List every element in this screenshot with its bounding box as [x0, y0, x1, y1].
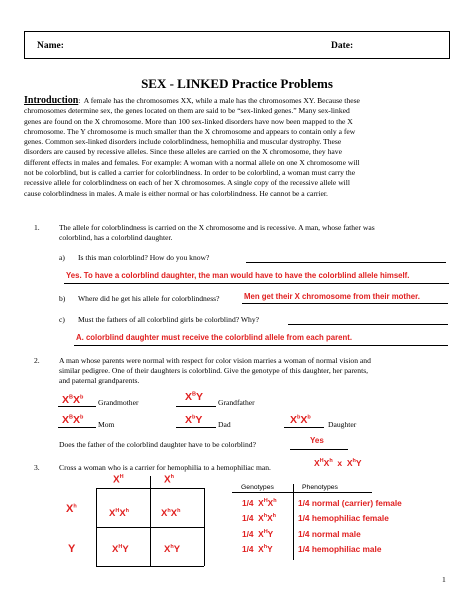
intro-line-9: cause colorblindness in males. A male is either normal or has colorblindness. He cannot be a carrier.: [24, 188, 328, 198]
punnett-top-allele-H: $X^H$: [113, 474, 124, 486]
phenotype-row-2: 1/4 hemophiliac female: [298, 513, 389, 523]
phenotypes-head: Phenotypes: [302, 484, 338, 491]
date-label: Date:: [331, 41, 354, 51]
intro-line-2: genes are found on the X chromosome. More than 100 sex-linked disorders have now been mapped to the X: [24, 116, 353, 126]
q1a-answer-line: [246, 262, 446, 263]
genotype-row-4: 1/4 $X^hY$: [242, 544, 273, 554]
q2-text-1: similar pedigree. One of their daughters is colorblind. Give the genotype of this daughter, her parents,: [59, 366, 369, 375]
q3-number: 3.: [34, 463, 40, 472]
daughter-genotype: $X^bX^b$: [290, 414, 311, 426]
daughter-label: Daughter: [328, 420, 357, 429]
q3-cross: $X^HX^h$ x $X^hY$: [314, 458, 362, 468]
phenotype-row-1: 1/4 normal (carrier) female: [298, 498, 402, 508]
q2-text: [59, 356, 452, 386]
punnett-left-allele-Y: Y: [68, 543, 76, 555]
grandfather-line: [176, 406, 216, 407]
q1c-text: Must the fathers of all colorblind girls be colorblind? Why?: [78, 315, 260, 324]
table-head-rule: [232, 492, 372, 493]
mom-line: [58, 427, 96, 428]
q3-text: Cross a woman who is a carrier for hemophilia to a hemophiliac man.: [59, 463, 271, 472]
dad-label: Dad: [218, 420, 231, 429]
grandfather-genotype: $X^BY$: [185, 391, 204, 403]
q1a-label: a): [59, 253, 65, 262]
punnett-cell-XhY: $X^hY$: [164, 544, 181, 556]
genotypes-head: Genotypes: [241, 484, 274, 491]
introduction: [24, 96, 452, 199]
grandfather-label: Grandfather: [218, 398, 255, 407]
q2-number: 2.: [34, 356, 40, 365]
intro-line-0: [24, 96, 452, 106]
q2-answer: Yes: [310, 436, 324, 445]
phenotype-row-4: 1/4 hemophiliac male: [298, 544, 382, 554]
intro-line-6: different effects in males and females. For example: A woman with a normal allele on one X chromosome will: [24, 157, 360, 167]
q1-text: [59, 223, 452, 243]
phenotype-row-3: 1/4 normal male: [298, 529, 361, 539]
intro-line-7: not be colorblind, but is called a carrier for colorblindness. In order to be colorblind, a woman must carry the: [24, 168, 356, 178]
name-date-box: [24, 31, 450, 59]
q1b-text: Where did he get his allele for colorblindness?: [78, 294, 220, 303]
page-number: 1: [442, 575, 446, 584]
grandmother-genotype: $X^BX^b$: [62, 394, 84, 406]
intro-line-5: disorders are caused by recessive alleles. Since these alleles are carried on the X chromosome, they have: [24, 147, 342, 157]
q1-text-2: colorblind, has a colorblind daughter.: [59, 233, 173, 242]
grandmother-label: Grandmother: [98, 398, 139, 407]
q1a-text: Is this man colorblind? How do you know?: [78, 253, 210, 262]
q1b-label: b): [59, 294, 66, 303]
q1b-answer: Men get their X chromosome from their mother.: [244, 292, 420, 301]
punnett-border-left: [96, 488, 97, 566]
daughter-line: [284, 427, 324, 428]
grandmother-line: [58, 406, 96, 407]
mom-genotype: $X^BX^b$: [62, 414, 84, 426]
q1b-answer-underline: [242, 303, 448, 304]
intro-line-8: recessive allele for colorblindness on each of her X chromosomes. A single copy of the recessive allele will: [24, 178, 351, 188]
q2-text-0: A man whose parents were normal with respect for color vision marries a woman of normal vision and: [59, 356, 371, 365]
genotype-row-3: 1/4 $X^HY$: [242, 529, 274, 539]
q1c-answer-line: [288, 324, 448, 325]
genotype-row-2: 1/4 $X^hX^h$: [242, 513, 276, 523]
q2-answer-line: [290, 449, 348, 450]
page-title: SEX - LINKED Practice Problems: [141, 76, 333, 91]
q1c-answer: A. colorblind daughter must receive the colorblind allele from each parent.: [76, 333, 352, 342]
intro-colon: :: [78, 96, 81, 105]
q1c-answer-underline: [74, 345, 448, 346]
intro-text-0: A female has the chromosomes XX, while a male has the chromosomes XY. Because these: [83, 96, 360, 105]
intro-line-4: genes. Common sex-linked disorders include colorblindness, hemophilia and muscular dystrophy. These: [24, 137, 342, 147]
intro-line-3: chromosome. The Y chromosome is much smaller than the X chromosome and appears to contain only a few: [24, 126, 356, 136]
q2-text-2: and paternal grandparents.: [59, 376, 140, 385]
dad-genotype: $X^bY$: [185, 414, 203, 426]
table-divider: [293, 484, 294, 560]
q1a-answer: Yes. To have a colorblind daughter, the man would have to have the colorblind allele himself.: [66, 271, 410, 280]
intro-line-1: chromosomes determine sex, the genes located on them are said to be “sex-linked genes.” Many sex-linked: [24, 106, 350, 116]
punnett-cell-XHXh: $X^HX^h$: [109, 508, 130, 520]
q2-question: Does the father of the colorblind daughter have to be colorblind?: [59, 440, 256, 449]
punnett-cell-XhXh: $X^hX^h$: [161, 508, 181, 520]
name-label: Name:: [37, 41, 64, 51]
q1-text-1: The allele for colorblindness is carried on the X chromosome and is recessive. A man, whose father was: [59, 223, 375, 232]
punnett-border-bottom: [96, 566, 204, 567]
mom-label: Mom: [98, 420, 115, 429]
genotype-row-1: 1/4 $X^HX^h$: [242, 498, 277, 508]
punnett-left-allele-h: $X^h$: [66, 503, 77, 515]
q1c-label: c): [59, 315, 65, 324]
punnett-border-center: [150, 476, 151, 566]
punnett-top-allele-h: $X^h$: [164, 474, 175, 486]
q1a-answer-underline: [64, 283, 449, 284]
intro-heading: Introduction: [24, 95, 79, 106]
punnett-border-right: [204, 488, 205, 566]
punnett-cell-XHY: $X^HY$: [112, 544, 129, 556]
q1-number: 1.: [34, 223, 40, 232]
dad-line: [176, 427, 216, 428]
